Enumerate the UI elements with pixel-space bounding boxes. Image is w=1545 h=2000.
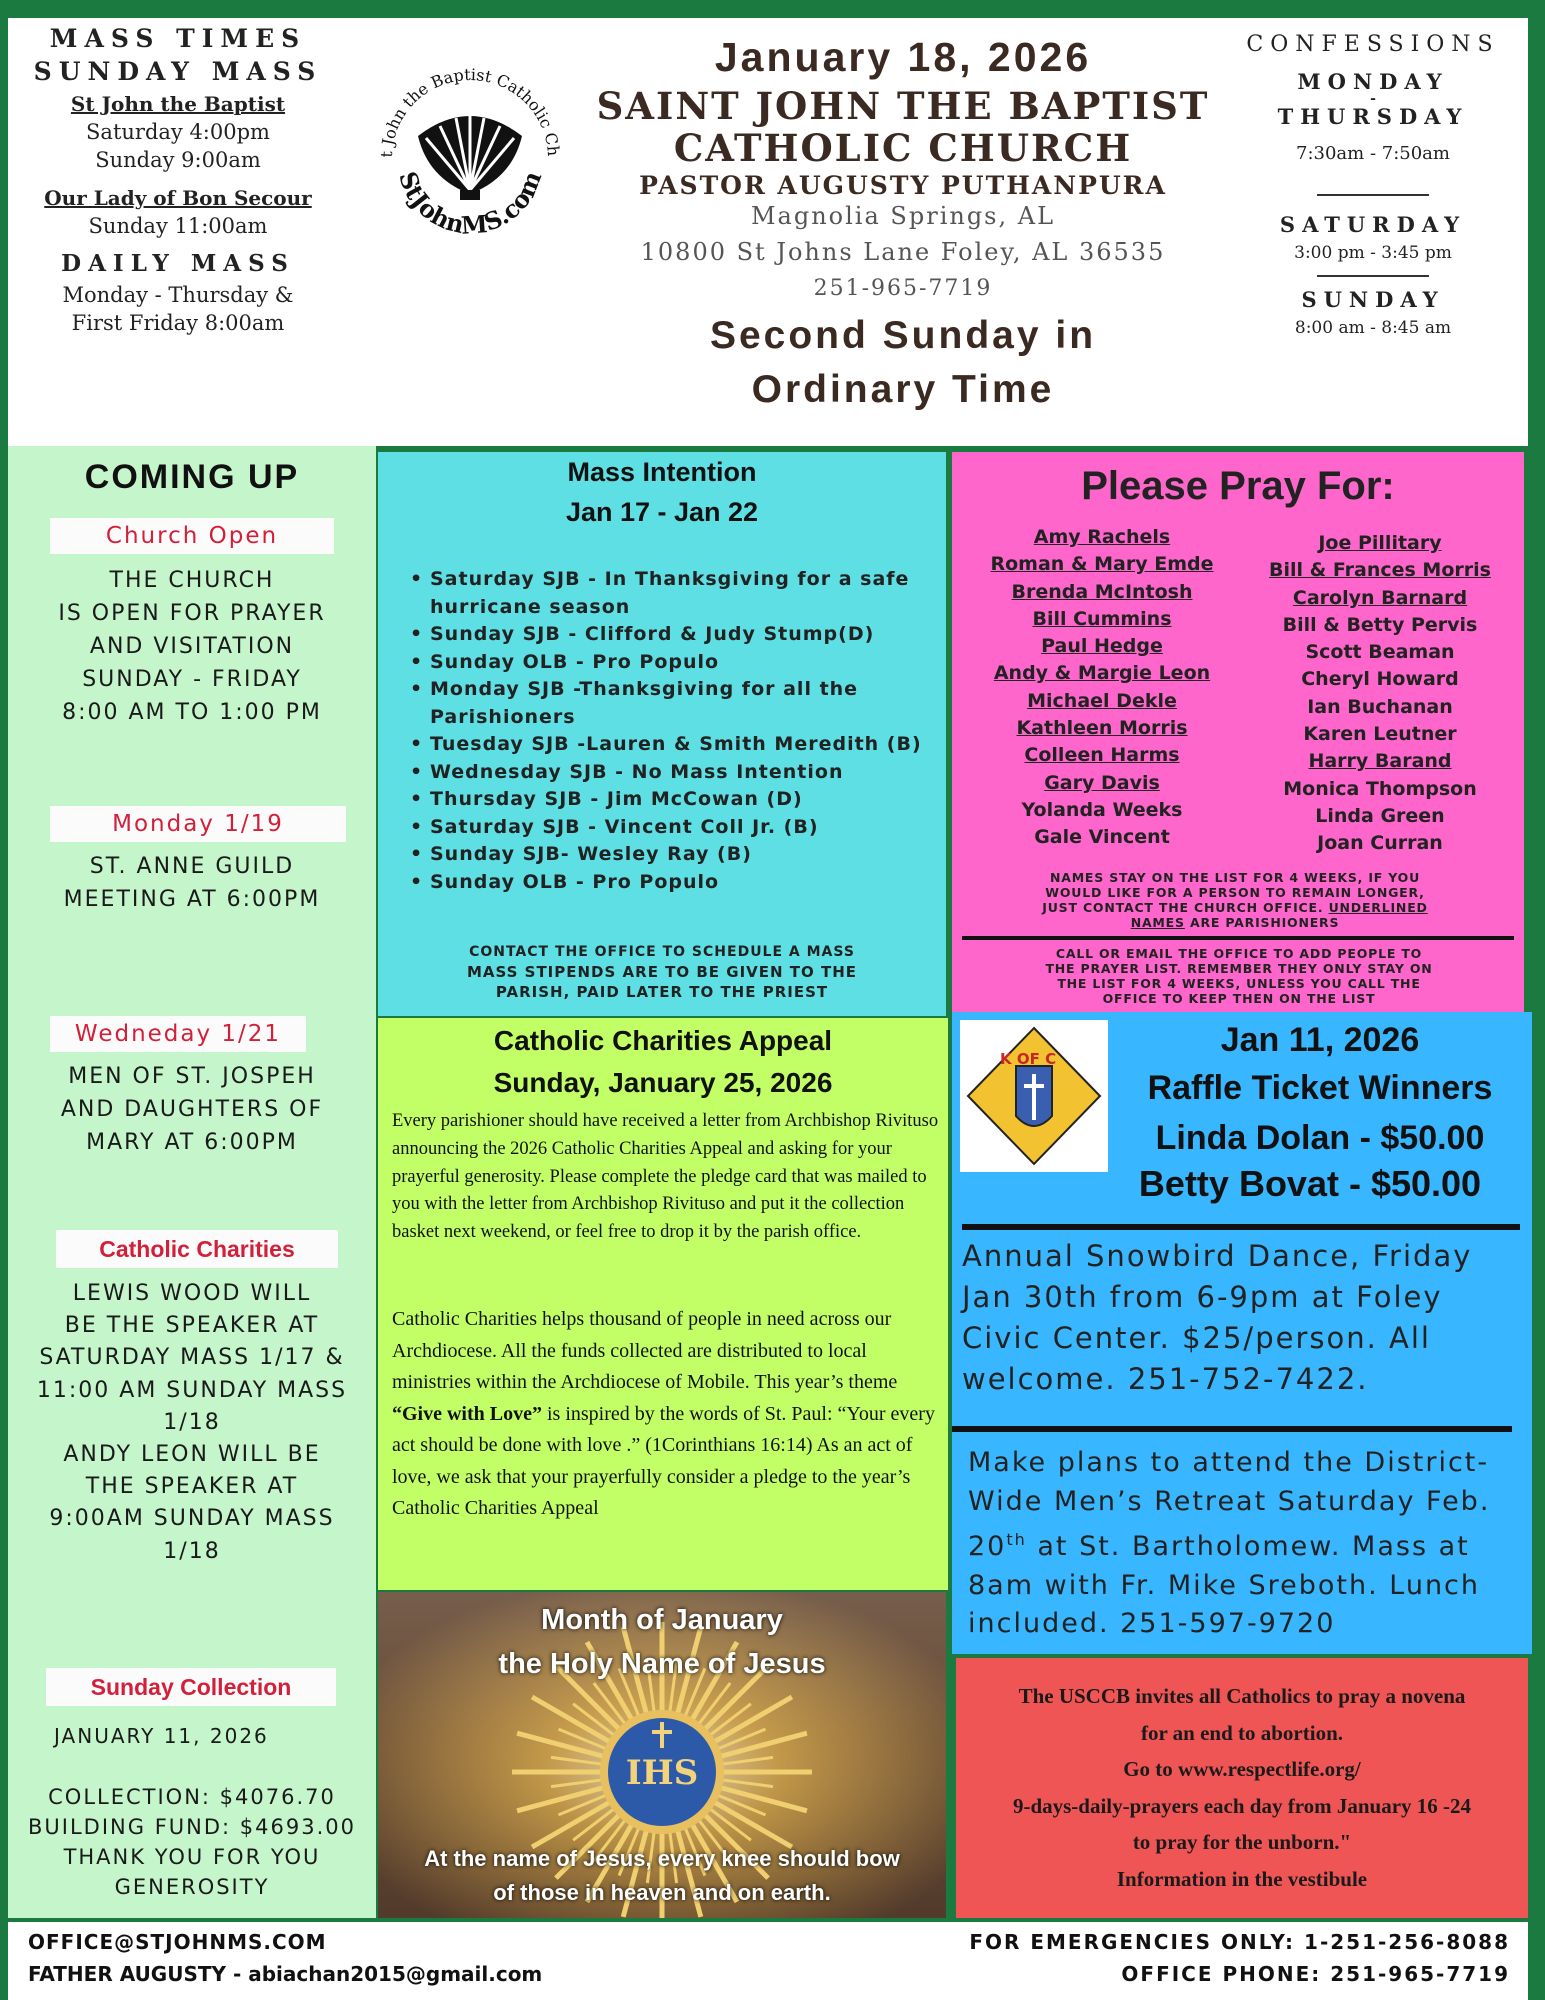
prayer-names-right — [1260, 530, 1500, 858]
olbs-sunday-time: Sunday 11:00am — [88, 214, 268, 238]
olbs-name: Our Lady of Bon Secour — [44, 186, 312, 210]
text-line: for an end to abortion. — [1140, 1720, 1344, 1745]
collection-text — [8, 1782, 376, 1902]
intention-text: Sunday OLB - Pro Populo — [430, 870, 720, 893]
intention-text: Sunday SJB- Wesley Ray (B) — [430, 843, 752, 865]
text-line: LEWIS WOOD WILL — [72, 1281, 312, 1306]
pastor-name: PASTOR AUGUSTY PUTHANPURA — [639, 171, 1167, 200]
divider — [1317, 275, 1429, 277]
caption-line: of those in heaven and on earth. — [493, 1880, 831, 1905]
prayer-name: Gale Vincent — [1034, 826, 1170, 849]
note-line: PARISH, PAID LATER TO THE PRIEST — [495, 983, 829, 1001]
text-line: ANDY LEON WILL BE — [63, 1442, 321, 1468]
text-line: 1/18 — [163, 1409, 221, 1435]
prayer-list-add-note: CALL OR EMAIL THE OFFICE TO ADD PEOPLE TO THE PRAYER LIST. REMEMBER THEY ONLY STAY ON THE LIST FOR 4 WEEKS, UNLESS YOU CALL THE OFFICE TO KEEP THEN ON THE LIST — [1045, 946, 1433, 1006]
ihs-monogram: IHS — [625, 1753, 699, 1793]
prayer-name: Bill & Frances Morris — [1269, 559, 1491, 582]
text-line: BE THE SPEAKER AT — [64, 1313, 320, 1339]
monday-label: Monday 1/19 — [50, 806, 346, 842]
appeal-theme: “Give with Love” — [392, 1402, 542, 1425]
list-item — [406, 786, 936, 814]
text-line: SUNDAY - FRIDAY — [82, 667, 302, 692]
intention-text: Monday SJB -Thanksgiving for all the Parishioners — [430, 678, 859, 728]
prayer-name: Kathleen Morris — [1016, 717, 1188, 740]
note-text: NAMES STAY ON THE LIST FOR 4 WEEKS, IF YOU WOULD LIKE FOR A PERSON TO REMAIN LONGER, JUST CONTACT THE CHURCH OFFICE. — [1042, 870, 1425, 915]
daily-mass-line2: First Friday 8:00am — [71, 311, 285, 335]
text-line: GENEROSITY — [114, 1875, 270, 1899]
prayer-list-panel — [952, 452, 1524, 1016]
text-line: MARY AT 6:00PM — [86, 1130, 298, 1155]
note-line: MASS STIPENDS ARE TO BE GIVEN TO THE — [466, 963, 858, 981]
church-address: 10800 St Johns Lane Foley, AL 36535 — [640, 238, 1166, 266]
mass-intention-range: Jan 17 - Jan 22 — [565, 497, 759, 527]
conf-days-line2: THURSDAY — [1277, 104, 1469, 129]
church-open-label: Church Open — [50, 518, 334, 554]
list-item — [406, 759, 936, 787]
prayer-name: Brenda McIntosh — [1011, 580, 1193, 603]
prayer-name: Amy Rachels — [1033, 526, 1171, 548]
office-phone: OFFICE PHONE: 251-965-7719 — [1121, 1962, 1510, 1986]
divider — [962, 1224, 1520, 1230]
list-item — [406, 566, 936, 621]
prayer-name: Michael Dekle — [1027, 689, 1177, 712]
snowbird-dance-text: Annual Snowbird Dance, Friday Jan 30th from 6-9pm at Foley Civic Center. $25/person. All welcome. 251-752-7422. — [962, 1239, 1473, 1396]
raffle-winner-2: Betty Bovat - $50.00 — [1138, 1163, 1482, 1204]
bulletin-date: January 18, 2026 — [714, 34, 1092, 80]
prayer-list-title: Please Pray For: — [1081, 464, 1395, 508]
raffle-heading: Raffle Ticket Winners — [1147, 1069, 1493, 1107]
list-item — [406, 676, 936, 731]
wednesday-text — [8, 1060, 376, 1159]
divider — [1317, 194, 1429, 196]
sjb-saturday-time: Saturday 4:00pm — [86, 120, 270, 144]
coming-up-panel — [8, 446, 376, 1918]
catholic-charities-label: Catholic Charities — [56, 1230, 338, 1268]
para-text: Catholic Charities helps thousand of people in need across our Archdiocese. All the funds collected are distributed to local ministries within the Archdiocese of Mobile. This year’s theme — [392, 1308, 898, 1393]
text-line: THANK YOU FOR YOU — [63, 1845, 321, 1869]
father-email-line — [28, 1962, 542, 1986]
logo-arc-text: t John the Baptist Catholic Ch — [376, 64, 564, 158]
knights-panel — [952, 1012, 1532, 1654]
underlined-names-text: UNDERLINED NAMES — [1130, 900, 1428, 930]
charities-appeal-panel — [378, 1018, 948, 1590]
collection-date: JANUARY 11, 2026 — [54, 1724, 269, 1748]
note-line: CONTACT THE OFFICE TO SCHEDULE A MASS — [469, 944, 855, 960]
charities-appeal-date: Sunday, January 25, 2026 — [493, 1067, 833, 1098]
mass-intention-title: Mass Intention — [567, 457, 757, 487]
confessions-block — [1228, 32, 1518, 338]
holy-name-caption — [378, 1842, 946, 1910]
prayer-name: Monica Thompson — [1283, 777, 1477, 800]
text-line: IS OPEN FOR PRAYER — [58, 601, 326, 626]
prayer-name: Yolanda Weeks — [1021, 798, 1183, 821]
daily-mass-label: DAILY MASS — [61, 250, 295, 277]
prayer-name: Bill & Betty Pervis — [1282, 613, 1478, 636]
sjb-sunday-time: Sunday 9:00am — [95, 148, 261, 172]
conf-weekday-time: 7:30am - 7:50am — [1296, 143, 1450, 164]
title-line: Month of January — [541, 1604, 783, 1636]
intention-text: Thursday SJB - Jim McCowan (D) — [430, 788, 803, 810]
holy-name-image-panel — [378, 1592, 946, 1918]
text-line: THE SPEAKER AT — [85, 1474, 299, 1500]
church-phone: 251-965-7719 — [813, 276, 993, 301]
prayer-name: Karen Leutner — [1303, 723, 1457, 746]
retreat-sup: th — [1006, 1530, 1027, 1549]
mass-intention-panel — [378, 452, 946, 1016]
text-line: Information in the vestibule — [1116, 1866, 1368, 1891]
intention-text: Tuesday SJB -Lauren & Smith Meredith (B) — [430, 733, 922, 755]
church-logo — [370, 58, 570, 258]
father-label: FATHER AUGUSTY - — [28, 1962, 249, 1986]
prayer-name: Andy & Margie Leon — [993, 662, 1211, 685]
confessions-label: CONFESSIONS — [1246, 32, 1500, 57]
charities-appeal-para1: Every parishioner should have received a letter from Archbishop Rivituso announcing the 2026 Catholic Charities Appeal and asking for your prayerful generosity. Please complete the pledge card that was mailed to you with the letter from Archbishop Rivituso and put it the collection basket next weekend, or feel free to drop it by the parish office. — [392, 1111, 939, 1243]
prayer-name: Gary Davis — [1044, 771, 1160, 794]
conf-days-dash: - — [1370, 91, 1376, 107]
retreat-text: Make plans to attend the District-Wide Men’s Retreat Saturday Feb. 20 — [968, 1447, 1491, 1562]
bulletin-header — [8, 18, 1528, 446]
text-line: SATURDAY MASS 1/17 & — [39, 1345, 345, 1371]
text-line: MEETING AT 6:00PM — [63, 887, 321, 912]
intention-text: Saturday SJB - In Thanksgiving for a safe hurricane season — [430, 568, 910, 618]
office-email: OFFICE@STJOHNMS.COM — [28, 1930, 327, 1954]
prayer-name: Joan Curran — [1317, 832, 1443, 855]
mens-retreat-text — [968, 1444, 1524, 1644]
list-item — [406, 814, 936, 842]
intention-text: Sunday OLB - Pro Populo — [430, 650, 720, 673]
sunday-mass-label: SUNDAY MASS — [33, 57, 323, 86]
text-line: 8:00 AM TO 1:00 PM — [62, 700, 322, 725]
text-line: BUILDING FUND: $4693.00 — [28, 1815, 356, 1839]
prayer-name: Joe Pillitary — [1318, 532, 1442, 554]
daily-mass-line1: Monday - Thursday & — [62, 283, 294, 307]
usccb-novena-text — [956, 1678, 1528, 1897]
church-name-line2: CATHOLIC CHURCH — [673, 126, 1133, 170]
text-line: THE CHURCH — [109, 568, 275, 593]
prayer-name: Scott Beaman — [1305, 641, 1455, 664]
list-item — [406, 649, 936, 677]
knights-of-columbus-icon — [960, 1020, 1108, 1172]
prayer-name: Roman & Mary Emde — [990, 553, 1214, 576]
para-text: is inspired by the words of St. Paul: “Your every act should be done with love .” (1Corinthians 16:14) As an act of love, we ask that your prayerfully consider a pledge to the year’s Catholic Charities Appeal — [392, 1402, 935, 1519]
charities-appeal-title: Catholic Charities Appeal — [493, 1025, 833, 1056]
text-line: COLLECTION: $4076.70 — [48, 1785, 336, 1809]
intention-text: Wednesday SJB - No Mass Intention — [430, 760, 844, 783]
conf-sunday-label: SUNDAY — [1301, 287, 1445, 312]
sunday-collection-label: Sunday Collection — [46, 1668, 336, 1706]
prayer-names-left — [982, 524, 1222, 852]
mass-intention-list — [406, 566, 936, 896]
church-city: Magnolia Springs, AL — [750, 202, 1056, 230]
kofc-emblem-text: K OF C — [1000, 1050, 1057, 1068]
divider — [962, 936, 1514, 940]
divider — [952, 1426, 1512, 1432]
text-line: 9-days-daily-prayers each day from January 16 -24 — [1012, 1793, 1472, 1818]
list-item — [406, 621, 936, 649]
text-line: 1/18 — [163, 1538, 221, 1564]
intention-text: Saturday SJB - Vincent Coll Jr. (B) — [430, 815, 819, 838]
mass-times-block — [28, 24, 328, 335]
list-item — [406, 841, 936, 869]
church-info — [578, 34, 1228, 417]
conf-saturday-time: 3:00 pm - 3:45 pm — [1294, 243, 1452, 263]
prayer-name: Bill Cummins — [1032, 607, 1172, 630]
conf-sunday-time: 8:00 am - 8:45 am — [1294, 318, 1452, 338]
list-item — [406, 731, 936, 759]
prayer-name: Linda Green — [1315, 804, 1445, 827]
prayer-name: Ian Buchanan — [1307, 695, 1453, 718]
text-line: 11:00 AM SUNDAY MASS — [36, 1377, 348, 1403]
conf-days-line1: MONDAY — [1297, 69, 1449, 94]
retreat-text: at St. Bartholomew. Mass at 8am with Fr. Mike Sreboth. Lunch included. 251-597-9720 — [968, 1531, 1481, 1639]
note-text: ARE PARISHIONERS — [1184, 915, 1340, 930]
wednesday-label: Wedneday 1/21 — [50, 1016, 306, 1052]
text-line: to pray for the unborn." — [1132, 1830, 1352, 1854]
caption-line: At the name of Jesus, every knee should bow — [424, 1846, 900, 1871]
holy-name-title — [378, 1598, 946, 1686]
scallop-shell-icon — [370, 58, 570, 258]
text-line: AND DAUGHTERS OF — [60, 1097, 324, 1122]
conf-saturday-label: SATURDAY — [1279, 212, 1467, 237]
text-line: The USCCB invites all Catholics to pray a novena — [1018, 1684, 1466, 1708]
sjb-name: St John the Baptist — [70, 92, 286, 116]
liturgical-day-line1: Second Sunday in — [709, 314, 1097, 357]
logo-url-text: StJohnMS.com — [393, 166, 548, 240]
title-line: the Holy Name of Jesus — [498, 1648, 826, 1680]
mass-intention-note — [378, 942, 946, 1002]
prayer-name: Cheryl Howard — [1301, 668, 1459, 691]
raffle-winner-1: Linda Dolan - $50.00 — [1155, 1119, 1485, 1157]
coming-up-title: COMING UP — [84, 458, 300, 496]
church-open-text — [8, 564, 376, 729]
text-line: Go to www.respectlife.org/ — [1123, 1757, 1361, 1781]
text-line: MEN OF ST. JOSPEH — [68, 1064, 316, 1089]
text-line: ST. ANNE GUILD — [89, 854, 295, 879]
list-item — [406, 869, 936, 897]
prayer-name: Carolyn Barnard — [1292, 586, 1468, 609]
mass-times-label: MASS TIMES — [49, 24, 307, 53]
intention-text: Sunday SJB - Clifford & Judy Stump(D) — [430, 623, 875, 645]
prayer-name: Colleen Harms — [1024, 744, 1180, 767]
prayer-list-note — [1030, 870, 1440, 930]
prayer-name: Paul Hedge — [1041, 635, 1163, 658]
liturgical-day-line2: Ordinary Time — [751, 368, 1055, 411]
emergency-phone: FOR EMERGENCIES ONLY: 1-251-256-8088 — [969, 1930, 1510, 1954]
church-name-line1: SAINT JOHN THE BAPTIST — [596, 84, 1210, 128]
kofc-emblem — [960, 1020, 1108, 1172]
prayer-name: Harry Barand — [1308, 750, 1452, 773]
charities-appeal-para2 — [392, 1304, 944, 1525]
father-email: abiachan2015@gmail.com — [248, 1962, 543, 1986]
bulletin-footer — [8, 1922, 1528, 2000]
monday-text — [8, 850, 376, 916]
text-line: 9:00AM SUNDAY MASS — [49, 1506, 335, 1532]
usccb-novena-panel — [956, 1658, 1528, 1918]
raffle-date: Jan 11, 2026 — [1220, 1021, 1420, 1059]
catholic-charities-text — [8, 1278, 376, 1568]
text-line: AND VISITATION — [89, 634, 295, 659]
